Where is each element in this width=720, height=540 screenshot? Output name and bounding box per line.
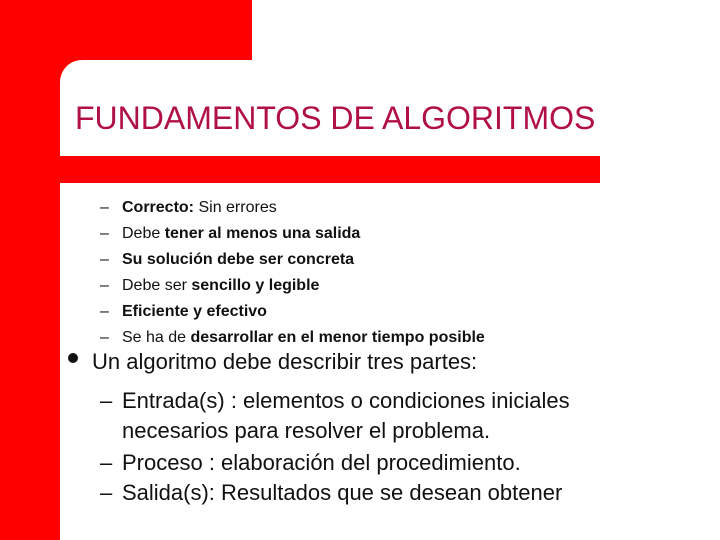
item-text: Se ha de bbox=[122, 329, 191, 346]
item-bold-text: desarrollar en el menor tiempo posible bbox=[190, 329, 485, 346]
item-text: Sin errores bbox=[194, 199, 277, 216]
item-text: Debe bbox=[122, 225, 165, 242]
red-decoration-left bbox=[0, 0, 60, 540]
main-point: Un algoritmo debe describir tres partes: bbox=[92, 349, 478, 374]
list-item bbox=[100, 478, 570, 508]
item-bold-text: tener al menos una salida bbox=[164, 225, 361, 242]
list-item bbox=[100, 448, 570, 478]
characteristics-list bbox=[100, 195, 485, 351]
list-item bbox=[100, 386, 570, 446]
dash-bullet: – bbox=[100, 225, 109, 242]
round-bullet bbox=[68, 353, 78, 363]
list-item bbox=[100, 299, 485, 325]
list-item bbox=[100, 325, 485, 351]
list-item bbox=[100, 247, 485, 273]
parts-list bbox=[100, 386, 570, 508]
slide-title: FUNDAMENTOS DE ALGORITMOS bbox=[75, 100, 596, 136]
part-text: Proceso : elaboración del procedimiento. bbox=[122, 450, 521, 475]
list-item bbox=[100, 273, 485, 299]
item-bold-text: Eficiente y efectivo bbox=[122, 303, 267, 320]
part-text: Entrada(s) : elementos o condiciones iniciales bbox=[122, 388, 570, 413]
dash-bullet: – bbox=[100, 480, 113, 505]
item-bold-text: Su solución debe ser concreta bbox=[122, 251, 355, 268]
dash-bullet: – bbox=[100, 251, 109, 268]
item-text: Debe ser bbox=[122, 277, 192, 294]
item-bold-text: Correcto: bbox=[122, 199, 195, 216]
list-item bbox=[100, 221, 485, 247]
dash-bullet: – bbox=[100, 329, 109, 346]
dash-bullet: – bbox=[100, 388, 113, 413]
item-bold-text: sencillo y legible bbox=[191, 277, 320, 294]
red-title-underline bbox=[0, 155, 600, 183]
dash-bullet: – bbox=[100, 199, 109, 216]
part-text-continuation: necesarios para resolver el problema. bbox=[122, 418, 491, 443]
dash-bullet: – bbox=[100, 277, 109, 294]
list-item bbox=[100, 195, 485, 221]
dash-bullet: – bbox=[100, 450, 113, 475]
dash-bullet: – bbox=[100, 303, 109, 320]
part-text: Salida(s): Resultados que se desean obtener bbox=[122, 480, 563, 505]
